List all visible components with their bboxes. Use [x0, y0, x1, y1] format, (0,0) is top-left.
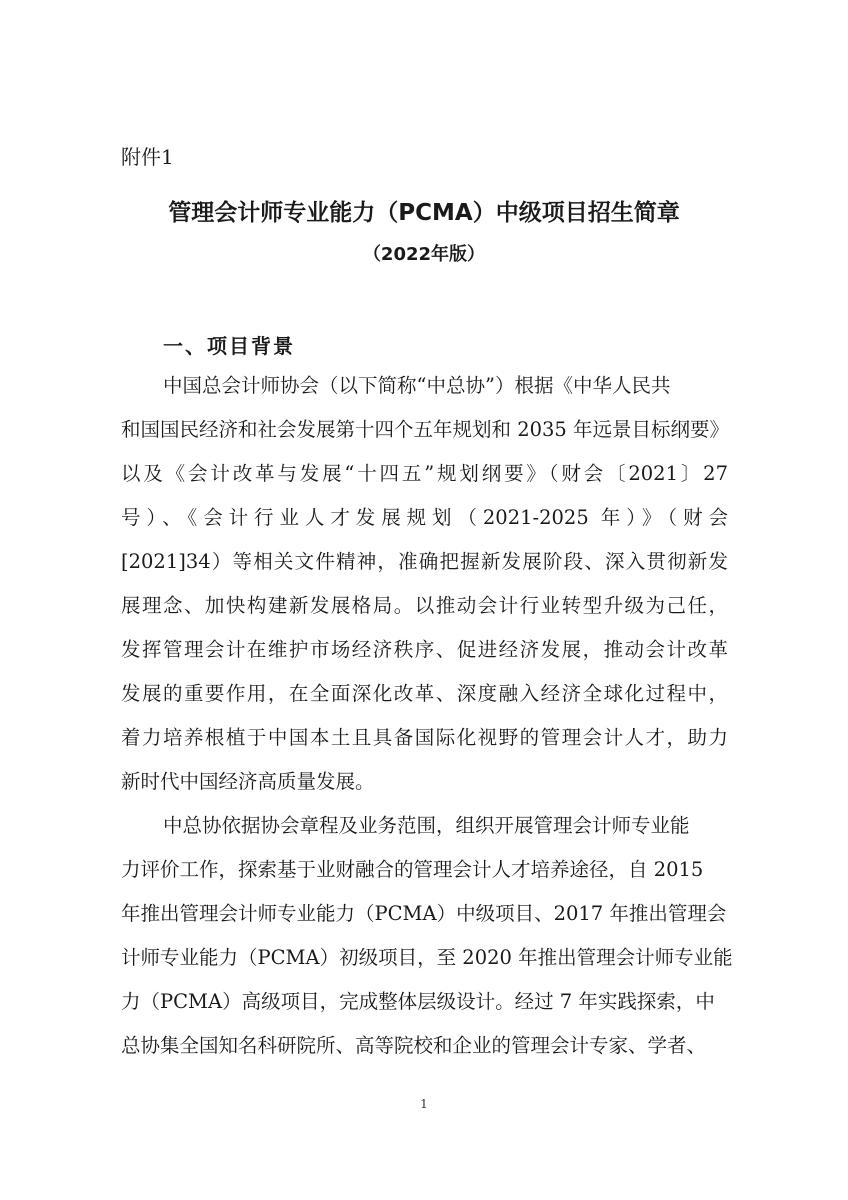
section-heading: 一、项目背景 — [163, 334, 295, 358]
paragraph-line: 展理念、加快构建新发展格局。以推动会计行业转型升级为己任， — [121, 594, 728, 617]
paragraph-line: 总协集全国知名科研院所、高等院校和企业的管理会计专家、学者、 — [121, 1034, 707, 1057]
paragraph-line: 和国国民经济和社会发展第十四个五年规划和 2035 年远景目标纲要》 — [121, 418, 730, 441]
paragraph-line: 中国总会计师协会（以下简称“中总协”）根据《中华人民共 — [163, 374, 671, 397]
paragraph-line: [2021]34）等相关文件精神，准确把握新发展阶段、深入贯彻新发 — [121, 550, 728, 573]
paragraph-line: 着力培养根植于中国本土且具备国际化视野的管理会计人才，助力 — [121, 726, 728, 749]
paragraph-line: 号）、《会计行业人才发展规划（2021-2025 年）》（财会 — [121, 506, 728, 529]
paragraph-line: 力（PCMA）高级项目，完成整体层级设计。经过 7 年实践探索，中 — [121, 990, 715, 1013]
paragraph-line: 发挥管理会计在维护市场经济秩序、促进经济发展，推动会计改革 — [121, 638, 728, 661]
paragraph-line: 计师专业能力（PCMA）初级项目，至 2020 年推出管理会计师专业能 — [121, 946, 733, 969]
page-number: 1 — [420, 1097, 428, 1111]
document-subtitle: （2022年版） — [362, 244, 486, 265]
paragraph-line: 年推出管理会计师专业能力（PCMA）中级项目、2017 年推出管理会 — [121, 902, 727, 925]
paragraph-line: 中总协依据协会章程及业务范围，组织开展管理会计师专业能 — [163, 814, 690, 837]
document-title: 管理会计师专业能力（PCMA）中级项目招生简章 — [168, 200, 680, 226]
paragraph-line: 力评价工作，探索基于业财融合的管理会计人才培养途径，自 2015 — [121, 858, 704, 881]
attachment-label: 附件1 — [121, 145, 174, 169]
paragraph-line: 以及《会计改革与发展“十四五”规划纲要》（财会〔2021〕27 — [121, 462, 728, 485]
paragraph-line: 新时代中国经济高质量发展。 — [121, 770, 375, 793]
paragraph-line: 发展的重要作用，在全面深化改革、深度融入经济全球化过程中， — [121, 682, 728, 705]
